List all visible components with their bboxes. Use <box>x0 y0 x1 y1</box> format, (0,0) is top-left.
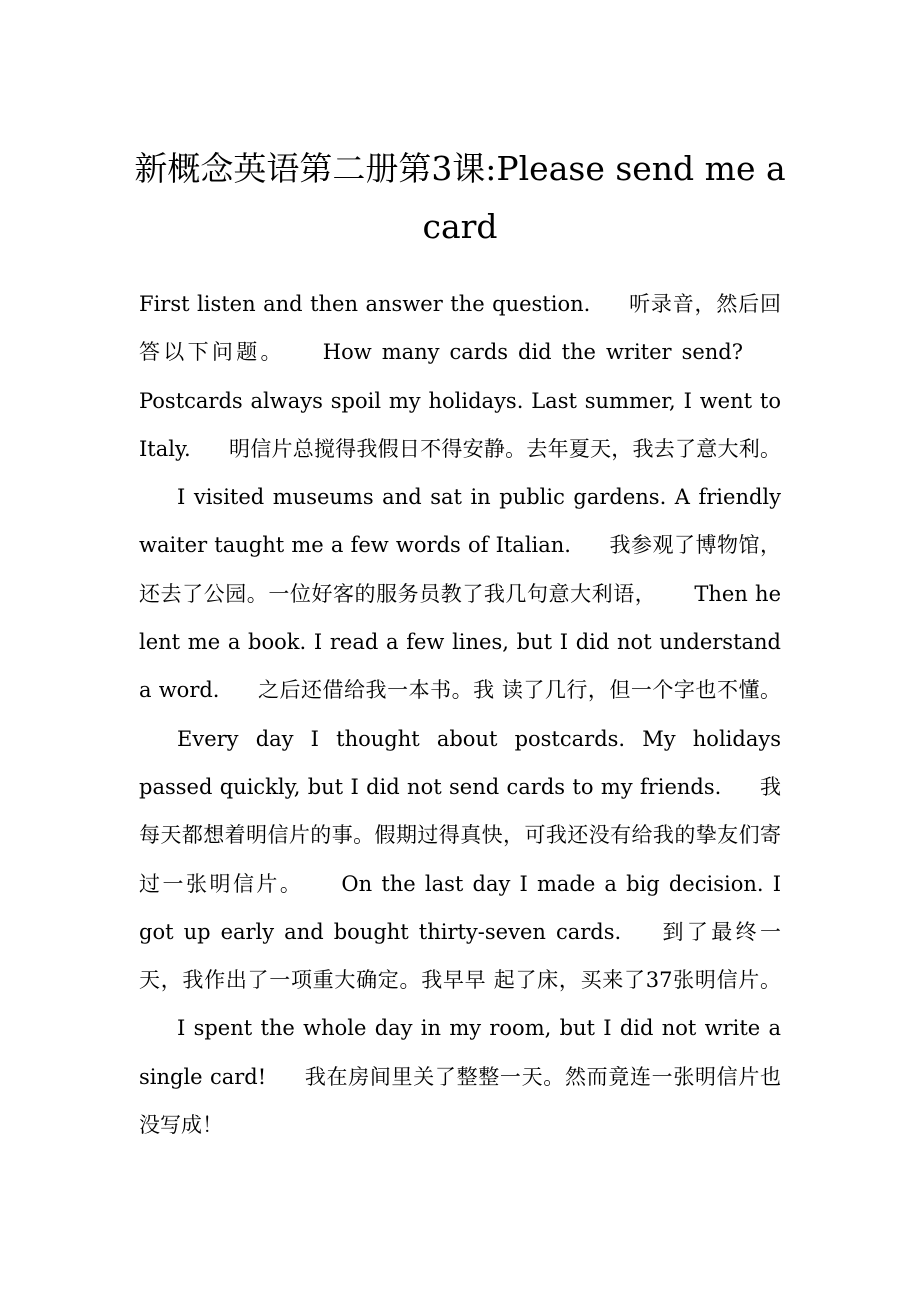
text-segment-5-zh: 到了最终一天，我作出了一项重大确定。我早早 起了床，买来了37张明信片。 <box>139 919 781 993</box>
text-segment-2-zh: 我参观了博物馆，还去了公园。一位好客的服务员教了我几句意大利语， <box>139 533 781 606</box>
text-segment-5-en: On the last day I made a big decision. I got up early and bought thirty-seven cards. <box>139 871 781 944</box>
text-segment-2-en: I visited museums and sat in public gardens. A friendly waiter taught me a few words of Italian. <box>139 485 781 558</box>
text-segment-instruction-zh: 听录音，然后回答以下问题。 <box>139 292 781 365</box>
text-segment-3-zh: 之后还借给我一本书。我 读了几行，但一个字也不懂。 <box>257 678 781 703</box>
text-segment-4-en: Every day I thought about postcards. My holidays passed quickly, but I did not send cards to my friends. <box>139 726 781 799</box>
text-segment-question: How many cards did the writer send? <box>322 340 743 365</box>
text-segment-4-zh: 我每天都想着明信片的事。假期过得真快，可我还没有给我的挚友们寄过一张明信片。 <box>139 774 781 896</box>
text-segment-1-zh: 明信片总搅得我假日不得安静。去年夏天，我去了意大利。 <box>228 436 781 461</box>
document-title: 新概念英语第二册第3课:Please send me a card <box>134 149 786 246</box>
lesson-text <box>139 280 781 1149</box>
text-segment-instruction-en: First listen and then answer the question. <box>139 292 591 316</box>
text-segment-6-en: I spent the whole day in my room, but I did not write a single card! <box>139 1016 781 1089</box>
text-segment-6-zh: 我在房间里关了整整一天。然而竟连一张明信片也没写成！ <box>139 1064 782 1138</box>
text-segment-3-en: Then he lent me a book. I read a few lines, but I did not understand a word. <box>139 581 781 703</box>
text-segment-1-en: Postcards always spoil my holidays. Last summer, I went to Italy. <box>139 388 781 461</box>
